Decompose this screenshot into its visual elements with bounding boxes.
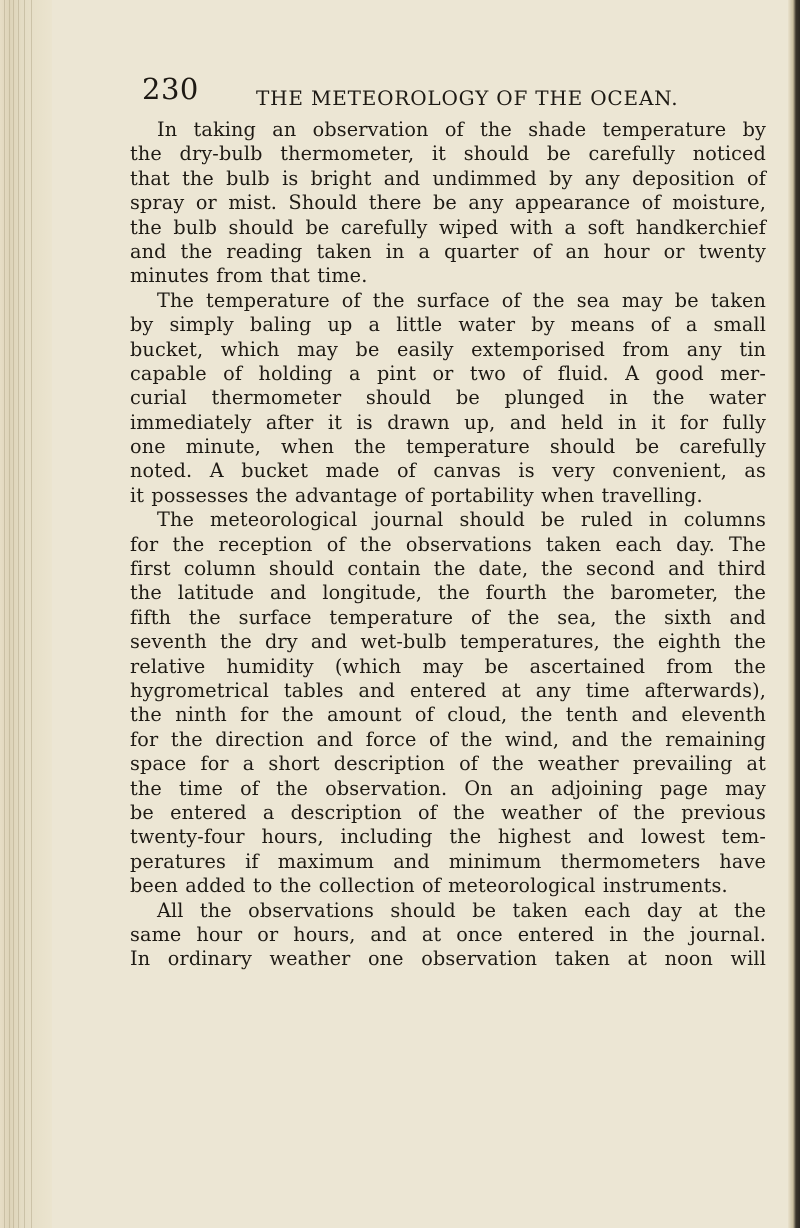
text-line: for the direction and force of the wind, and the remaining [130, 727, 766, 751]
text-line: relative humidity (which may be ascertained from the [130, 654, 766, 678]
text-line: been added to the collection of meteorological instruments. [130, 874, 728, 898]
text-line: and the reading taken in a quarter of an hour or twenty [130, 239, 766, 263]
book-binding-edge [0, 0, 52, 1228]
text-line: All the observations should be taken each day at the [157, 898, 766, 922]
text-line: In taking an observation of the shade temperature by [157, 118, 766, 141]
text-line: noted. A bucket made of canvas is very convenient, as [130, 459, 766, 483]
text-line: one minute, when the temperature should be carefully [130, 435, 766, 459]
text-line: for the reception of the observations taken each day. The [130, 532, 766, 556]
text-line: minutes from that time. [130, 264, 368, 288]
text-line: bucket, which may be easily extemporised from any tin [130, 337, 766, 361]
text-line: first column should contain the date, the second and third [130, 557, 766, 581]
text-line: by simply baling up a little water by means of a small [130, 313, 766, 337]
text-line: curial thermometer should be plunged in the water [130, 386, 766, 410]
text-line: it possesses the advantage of portability when travelling. [130, 483, 703, 507]
text-line: space for a short description of the weather prevailing at [130, 752, 766, 776]
text-line: the time of the observation. On an adjoining page may [130, 776, 766, 800]
text-line: the ninth for the amount of cloud, the tenth and eleventh [130, 703, 766, 727]
text-line: the bulb should be carefully wiped with a soft handkerchief [130, 215, 766, 239]
text-line: The meteorological journal should be ruled in columns [157, 508, 766, 532]
text-line: spray or mist. Should there be any appearance of moisture, [130, 191, 766, 215]
text-line: same hour or hours, and at once entered in the journal. [130, 922, 766, 946]
text-line: peratures if maximum and minimum thermometers have [130, 849, 766, 873]
text-line: immediately after it is drawn up, and held in it for fully [130, 410, 766, 434]
text-line: be entered a description of the weather of the previous [130, 800, 766, 824]
text-line: In ordinary weather one observation taken at noon will [130, 947, 766, 971]
text-line: the latitude and longitude, the fourth the barometer, the [130, 581, 766, 605]
page-number: 230 [142, 72, 199, 106]
text-line: fifth the surface temperature of the sea, the sixth and [130, 605, 766, 629]
text-line: hygrometrical tables and entered at any time afterwards), [130, 678, 766, 702]
text-line: twenty-four hours, including the highest and lowest tem- [130, 825, 766, 849]
text-line: The temperature of the surface of the sea may be taken [157, 288, 766, 312]
text-line: capable of holding a pint or two of fluid. A good mer- [130, 361, 766, 385]
running-head: THE METEOROLOGY OF THE OCEAN. [256, 86, 679, 110]
page-edge-shadow [788, 0, 800, 1228]
body-text [130, 118, 766, 972]
text-line: seventh the dry and wet-bulb temperatures, the eighth the [130, 630, 766, 654]
text-line: the dry-bulb thermometer, it should be carefully noticed [130, 142, 766, 166]
text-line: that the bulb is bright and undimmed by any deposition of [130, 166, 766, 190]
